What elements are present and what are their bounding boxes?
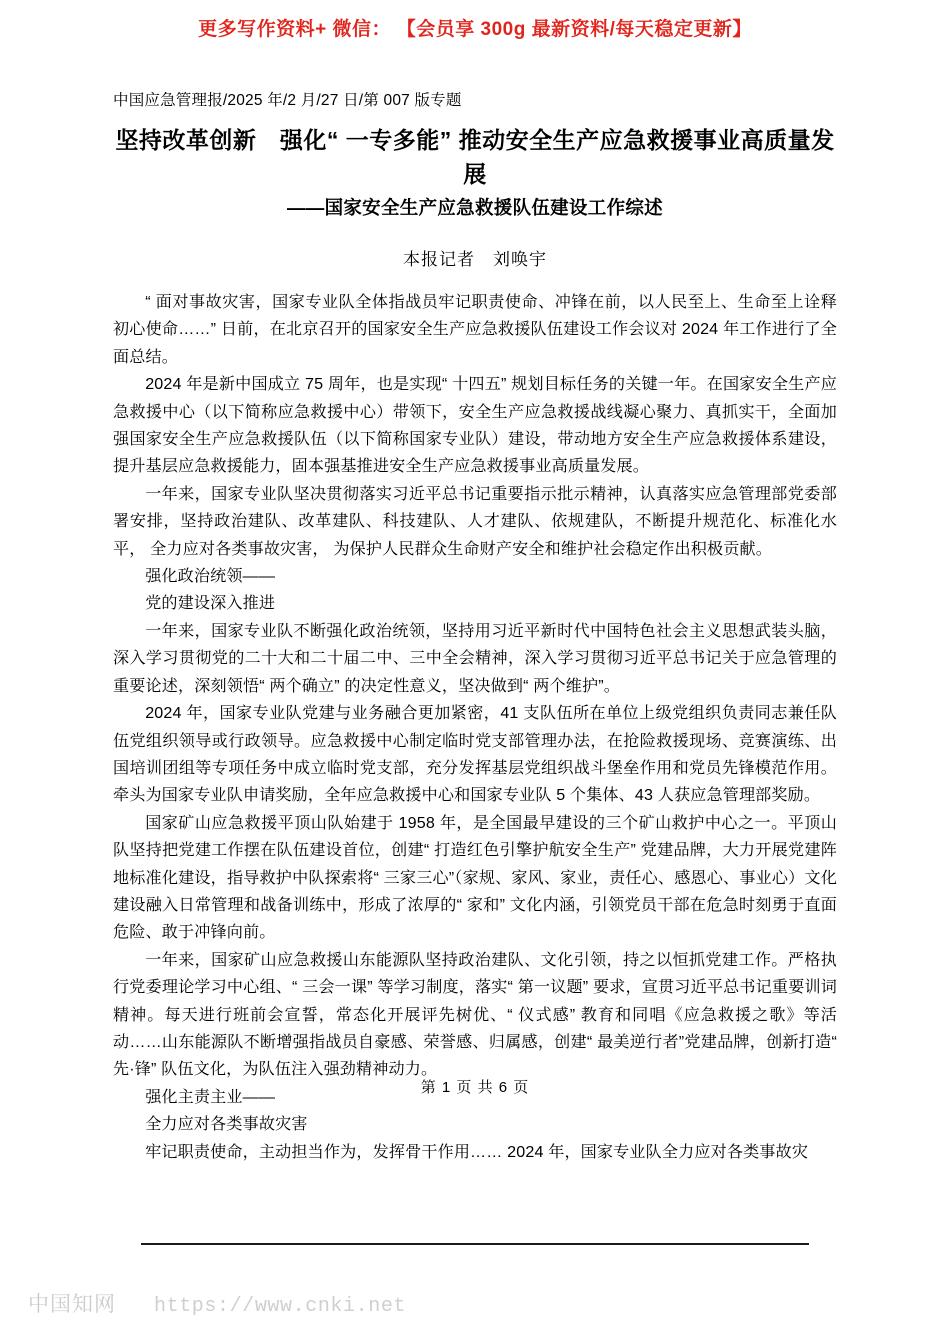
paragraph: 牢记职责使命，主动担当作为，发挥骨干作用…… 2024 年，国家专业队全力应对各类事故灾 (145, 1142, 809, 1161)
paragraph: 一年来，国家矿山应急救援山东能源队坚持政治建队、文化引领，持之以恒抓党建工作。严格执行党委理论学习中心组、“ 三会一课” 等学习制度，落实“ 第一议题” 要求，宣贯习近平总书记重要训词精神。每天进行班前会宣誓，常态化开展评先树优、“ 仪式感” 教育和同唱《应急救援之歌》等活动……山东能源队不断增强指战员自豪感、荣誉感、归属感，创建“ 最美逆行者”党建品牌，创新打造“ 先·锋” 队伍文化，为队伍注入强劲精神动力。 (113, 950, 837, 1079)
section-subheading: 党的建设深入推进 (145, 594, 276, 613)
page-title: 坚持改革创新 强化“ 一专多能” 推动安全生产应急救援事业高质量发展 (115, 127, 835, 187)
paragraph: 国家矿山应急救援平顶山队始建于 1958 年，是全国最早建设的三个矿山救护中心之一。平顶山队坚持把党建工作摆在队伍建设首位，创建“ 打造红色引擎护航安全生产” 党建品牌，大力开展党建阵地标准化建设，指导救护中队探索将“ 三家三心”（家规、家风、家业，责任心、感恩心、事业心）文化建设融入日常管理和战备训练中，形成了浓厚的“ 家和” 文化内涵，引领党员干部在危急时刻勇于直面危险、敢于冲锋向前。 (113, 813, 837, 942)
page-number: 第 1 页 共 6 页 (420, 1079, 530, 1096)
article-body (113, 289, 837, 1166)
paragraph: 一年来，国家专业队不断强化政治统领，坚持用习近平新时代中国特色社会主义思想武装头脑，深入学习贯彻党的二十大和二十届二中、三中全会精神，深入学习贯彻习近平总书记关于应急管理的重要论述，深刻领悟“ 两个确立” 的决定性意义，坚决做到“ 两个维护”。 (113, 621, 837, 695)
paragraph: 2024 年，国家专业队党建与业务融合更加紧密，41 支队伍所在单位上级党组织负责同志兼任队伍党组织领导或行政领导。应急救援中心制定临时党支部管理办法，在抢险救援现场、竞赛演练、出国培训团组等专项任务中成立临时党支部，充分发挥基层党组织战斗堡垒作用和党员先锋模范作用。牵头为国家专业队申请奖励，全年应急救援中心和国家专业队 5 个集体、43 人获应急管理部奖励。 (113, 704, 837, 805)
document-column (113, 88, 837, 1166)
footer-divider (141, 1243, 809, 1245)
cnki-brand-label: 中国知网 (28, 1292, 116, 1316)
section-heading: 强化政治统领—— (145, 567, 276, 586)
paragraph: 2024 年是新中国成立 75 周年，也是实现“ 十四五” 规划目标任务的关键一年。在国家安全生产应急救援中心（以下简称应急救援中心）带领下，安全生产应急救援战线凝心聚力、真抓实干，全面加强国家安全生产应急救援队伍（以下简称国家专业队）建设，带动地方安全生产应急救援体系建设，提升基层应急救援能力，固本强基推进安全生产应急救援事业高质量发展。 (113, 375, 837, 476)
page-subtitle: ——国家安全生产应急救援队伍建设工作综述 (286, 197, 663, 218)
promo-banner: 更多写作资料+ 微信： 【会员享 300g 最新资料/每天稳定更新】 (198, 19, 752, 40)
paragraph: 一年来，国家专业队坚决贯彻落实习近平总书记重要指示批示精神，认真落实应急管理部党委部署安排，坚持政治建队、改革建队、科技建队、人才建队、依规建队，不断提升规范化、标准化水平， 全力应对各类事故灾害， 为保护人民群众生命财产安全和维护社会稳定作出积极贡献。 (113, 484, 837, 558)
source-citation: 中国应急管理报/2025 年/2 月/27 日/第 007 版专题 (113, 92, 462, 109)
cnki-url-label: https://www.cnki.net (154, 1295, 407, 1318)
byline: 本报记者 刘唤宇 (403, 250, 547, 269)
section-heading: 强化主责主业—— (145, 1087, 276, 1106)
section-subheading: 全力应对各类事故灾害 (145, 1115, 308, 1134)
cnki-footer (28, 1288, 406, 1318)
paragraph: “ 面对事故灾害，国家专业队全体指战员牢记职责使命、冲锋在前，以人民至上、生命至上诠释初心使命……” 日前，在北京召开的国家安全生产应急救援队伍建设工作会议对 2024 年工作进行了全面总结。 (113, 293, 837, 366)
